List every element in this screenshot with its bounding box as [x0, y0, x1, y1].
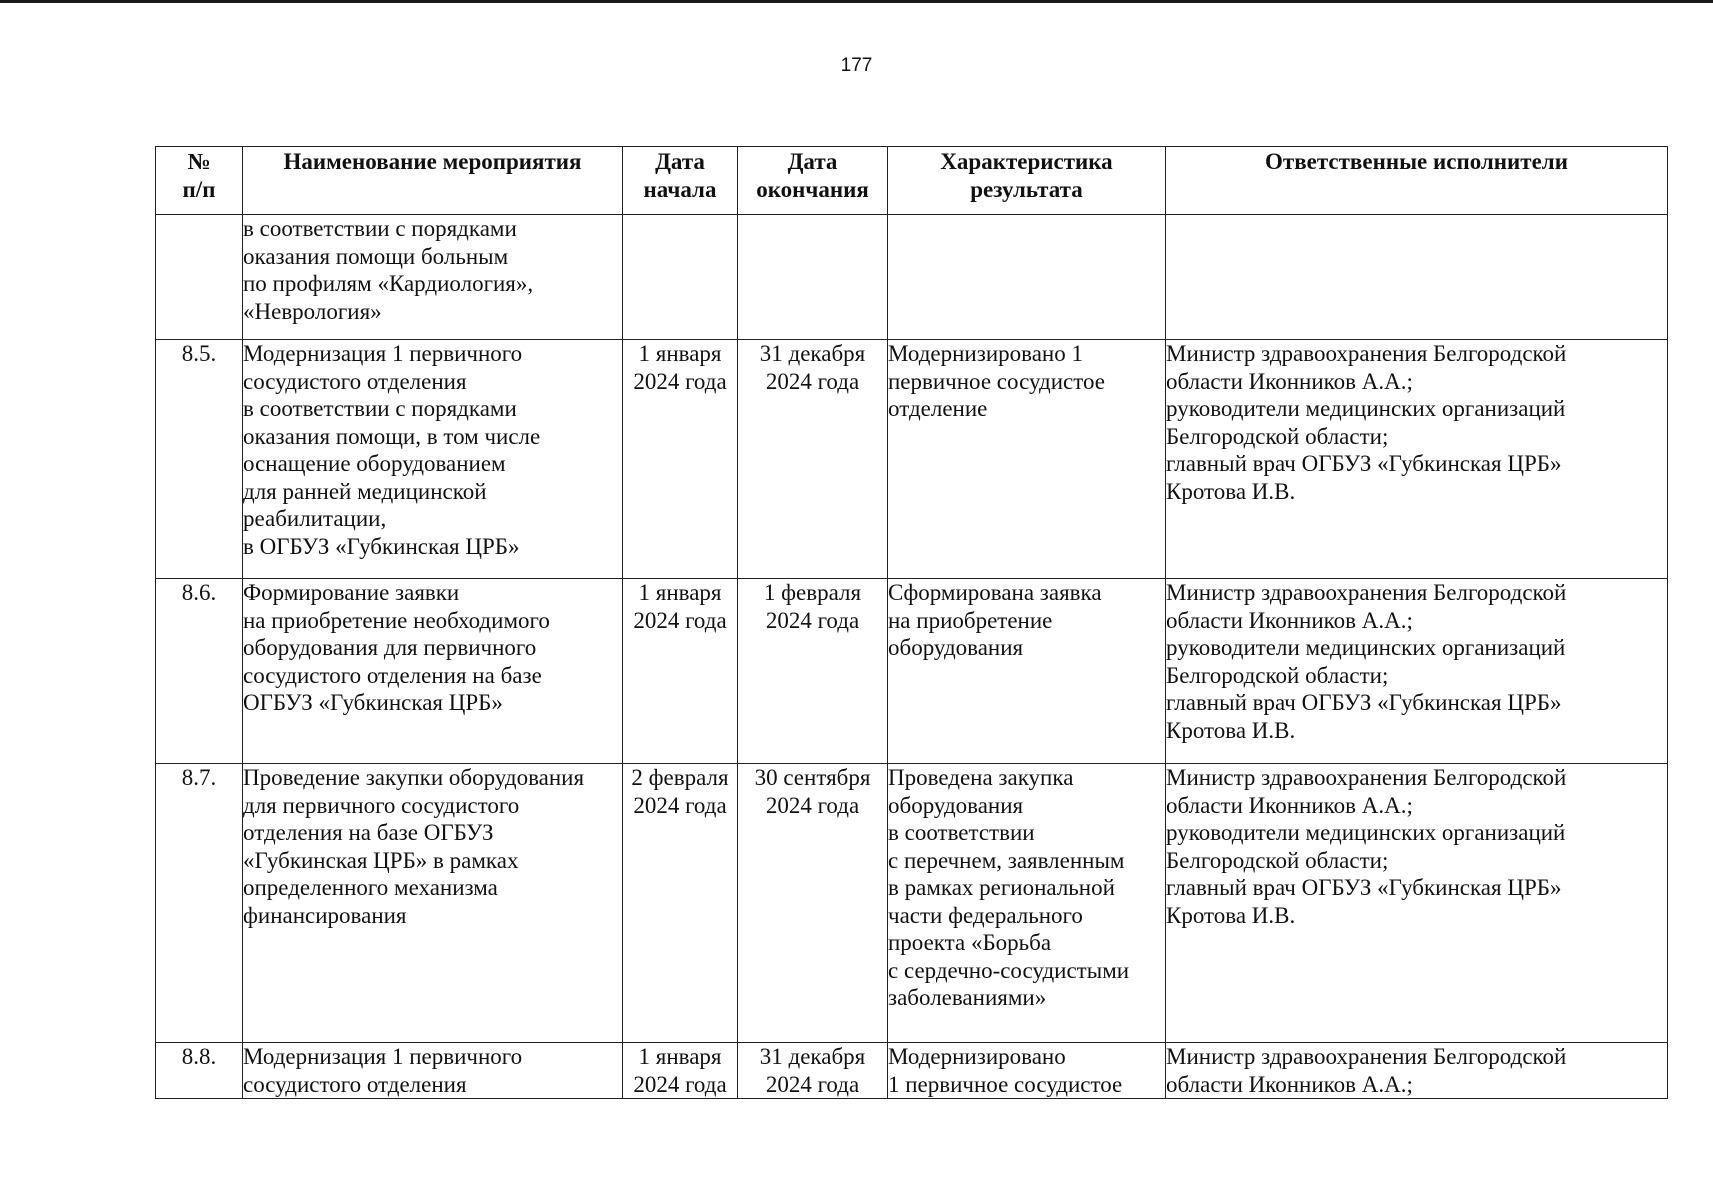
- text-line: главный врач ОГБУЗ «Губкинская ЦРБ»: [1166, 690, 1562, 715]
- text-line: начала: [643, 176, 717, 202]
- text-line: с перечнем, заявленным: [888, 847, 1125, 873]
- activity-name: [243, 215, 623, 340]
- text-line: главный врач ОГБУЗ «Губкинская ЦРБ»: [1166, 875, 1562, 900]
- activity-name: [243, 340, 623, 579]
- text-line: 2024 года: [633, 368, 727, 394]
- end-date: [738, 579, 888, 764]
- table-row: [156, 764, 1668, 1043]
- text-line: отделения на базе ОГБУЗ: [243, 820, 494, 845]
- text-line: Министр здравоохранения Белгородской: [1166, 1044, 1567, 1069]
- text-line: Министр здравоохранения Белгородской: [1166, 341, 1567, 366]
- text-line: Модернизировано 1: [888, 341, 1083, 366]
- text-line: руководители медицинских организаций: [1166, 820, 1566, 845]
- activities-table: [155, 146, 1668, 1099]
- start-date: [623, 340, 738, 579]
- text-line: 31 декабря: [759, 341, 866, 366]
- table-row: [156, 579, 1668, 764]
- end-date: [738, 340, 888, 579]
- row-number: 8.6.: [156, 579, 243, 764]
- start-date: [623, 579, 738, 764]
- text-line: Характеристика: [940, 149, 1113, 174]
- result-description: [888, 215, 1166, 340]
- text-line: для первичного сосудистого: [243, 792, 520, 818]
- text-line: Формирование заявки: [243, 580, 460, 605]
- text-line: в соответствии: [888, 820, 1035, 845]
- activity-name: [243, 579, 623, 764]
- text-line: Министр здравоохранения Белгородской: [1166, 580, 1567, 605]
- activity-name: [243, 764, 623, 1043]
- text-line: 2024 года: [633, 607, 727, 633]
- text-line: 2024 года: [765, 368, 860, 394]
- text-line: первичное сосудистое: [888, 368, 1105, 394]
- text-line: заболеваниями»: [888, 985, 1047, 1010]
- text-line: Кротова И.В.: [1166, 902, 1296, 928]
- text-line: руководители медицинских организаций: [1166, 635, 1566, 660]
- row-number: [156, 215, 243, 340]
- text-line: Наименование мероприятия: [283, 149, 582, 174]
- text-line: 1 февраля: [763, 580, 862, 605]
- text-line: ОГБУЗ «Губкинская ЦРБ»: [243, 690, 503, 715]
- result-description: [888, 340, 1166, 579]
- header-end-date: [738, 147, 888, 215]
- text-line: на приобретение необходимого: [243, 607, 550, 633]
- text-line: в рамках региональной: [888, 875, 1115, 900]
- table-row: [156, 1043, 1668, 1099]
- text-line: Кротова И.В.: [1166, 717, 1296, 743]
- text-line: Модернизировано: [888, 1044, 1066, 1069]
- result-description: [888, 1043, 1166, 1099]
- text-line: 1 января: [638, 1044, 722, 1069]
- text-line: оборудования: [888, 792, 1024, 818]
- text-line: п/п: [182, 176, 216, 202]
- text-line: области Иконников А.А.;: [1166, 607, 1413, 633]
- text-line: проекта «Борьба: [888, 930, 1052, 955]
- text-line: в ОГБУЗ «Губкинская ЦРБ»: [243, 533, 520, 559]
- text-line: окончания: [756, 176, 869, 202]
- row-number: 8.8.: [156, 1043, 243, 1099]
- table-row: [156, 340, 1668, 579]
- text-line: сосудистого отделения на базе: [243, 662, 542, 688]
- header-start-date: [623, 147, 738, 215]
- page-number: 177: [840, 55, 873, 76]
- text-line: Белгородской области;: [1166, 662, 1389, 688]
- text-line: части федерального: [888, 902, 1083, 928]
- text-line: области Иконников А.А.;: [1166, 1071, 1413, 1097]
- text-line: главный врач ОГБУЗ «Губкинская ЦРБ»: [1166, 451, 1562, 476]
- header-result: [888, 147, 1166, 215]
- header-num: [156, 147, 243, 215]
- text-line: по профилям «Кардиология»,: [243, 271, 534, 296]
- responsible-persons: [1166, 340, 1668, 579]
- table-header-row: [156, 147, 1668, 215]
- text-line: руководители медицинских организаций: [1166, 396, 1566, 421]
- text-line: Белгородской области;: [1166, 847, 1389, 873]
- text-line: «Неврология»: [243, 298, 382, 324]
- text-line: Сформирована заявка: [888, 580, 1102, 605]
- activity-name: [243, 1043, 623, 1099]
- text-line: 2024 года: [765, 607, 860, 633]
- text-line: №: [187, 149, 211, 174]
- text-line: «Губкинская ЦРБ» в рамках: [243, 847, 519, 873]
- text-line: в соответствии с порядками: [243, 216, 517, 241]
- text-line: на приобретение: [888, 607, 1053, 633]
- text-line: оборудования: [888, 635, 1024, 660]
- text-line: Белгородской области;: [1166, 423, 1389, 449]
- text-line: области Иконников А.А.;: [1166, 368, 1413, 394]
- text-line: оказания помощи, в том числе: [243, 423, 541, 449]
- text-line: 2024 года: [633, 1071, 727, 1097]
- text-line: Кротова И.В.: [1166, 478, 1296, 504]
- result-description: [888, 764, 1166, 1043]
- result-description: [888, 579, 1166, 764]
- text-line: Ответственные исполнители: [1265, 149, 1568, 174]
- text-line: Проведена закупка: [888, 765, 1074, 790]
- text-line: оборудования для первичного: [243, 635, 537, 660]
- text-line: 1 января: [638, 580, 722, 605]
- text-line: оснащение оборудованием: [243, 451, 506, 476]
- text-line: 2024 года: [765, 792, 860, 818]
- header-responsible: [1166, 147, 1668, 215]
- text-line: сосудистого отделения: [243, 1071, 467, 1097]
- responsible-persons: [1166, 764, 1668, 1043]
- text-line: сосудистого отделения: [243, 368, 467, 394]
- text-line: Дата: [655, 149, 705, 174]
- text-line: определенного механизма: [243, 875, 498, 900]
- row-number: 8.7.: [156, 764, 243, 1043]
- text-line: Дата: [787, 149, 838, 174]
- end-date: [738, 764, 888, 1043]
- text-line: отделение: [888, 396, 988, 421]
- text-line: 2024 года: [765, 1071, 860, 1097]
- text-line: финансирования: [243, 902, 407, 928]
- start-date: [623, 215, 738, 340]
- text-line: 31 декабря: [759, 1044, 866, 1069]
- table-row: [156, 215, 1668, 340]
- text-line: области Иконников А.А.;: [1166, 792, 1413, 818]
- text-line: 2024 года: [633, 792, 727, 818]
- text-line: реабилитации,: [243, 506, 387, 531]
- text-line: результата: [970, 176, 1083, 202]
- text-line: Проведение закупки оборудования: [243, 765, 585, 790]
- end-date: [738, 1043, 888, 1099]
- responsible-persons: [1166, 579, 1668, 764]
- text-line: Модернизация 1 первичного: [243, 341, 523, 366]
- start-date: [623, 764, 738, 1043]
- scan-edge: [0, 0, 1713, 3]
- text-line: в соответствии с порядками: [243, 396, 517, 421]
- text-line: 1 первичное сосудистое: [888, 1071, 1123, 1097]
- responsible-persons: [1166, 215, 1668, 340]
- text-line: 30 сентября: [754, 765, 871, 790]
- text-line: для ранней медицинской: [243, 478, 487, 504]
- text-line: Модернизация 1 первичного: [243, 1044, 523, 1069]
- end-date: [738, 215, 888, 340]
- text-line: Министр здравоохранения Белгородской: [1166, 765, 1567, 790]
- header-name: [243, 147, 623, 215]
- text-line: с сердечно-сосудистыми: [888, 957, 1130, 983]
- row-number: 8.5.: [156, 340, 243, 579]
- responsible-persons: [1166, 1043, 1668, 1099]
- text-line: 2 февраля: [631, 765, 729, 790]
- start-date: [623, 1043, 738, 1099]
- text-line: 1 января: [638, 341, 722, 366]
- text-line: оказания помощи больным: [243, 243, 509, 269]
